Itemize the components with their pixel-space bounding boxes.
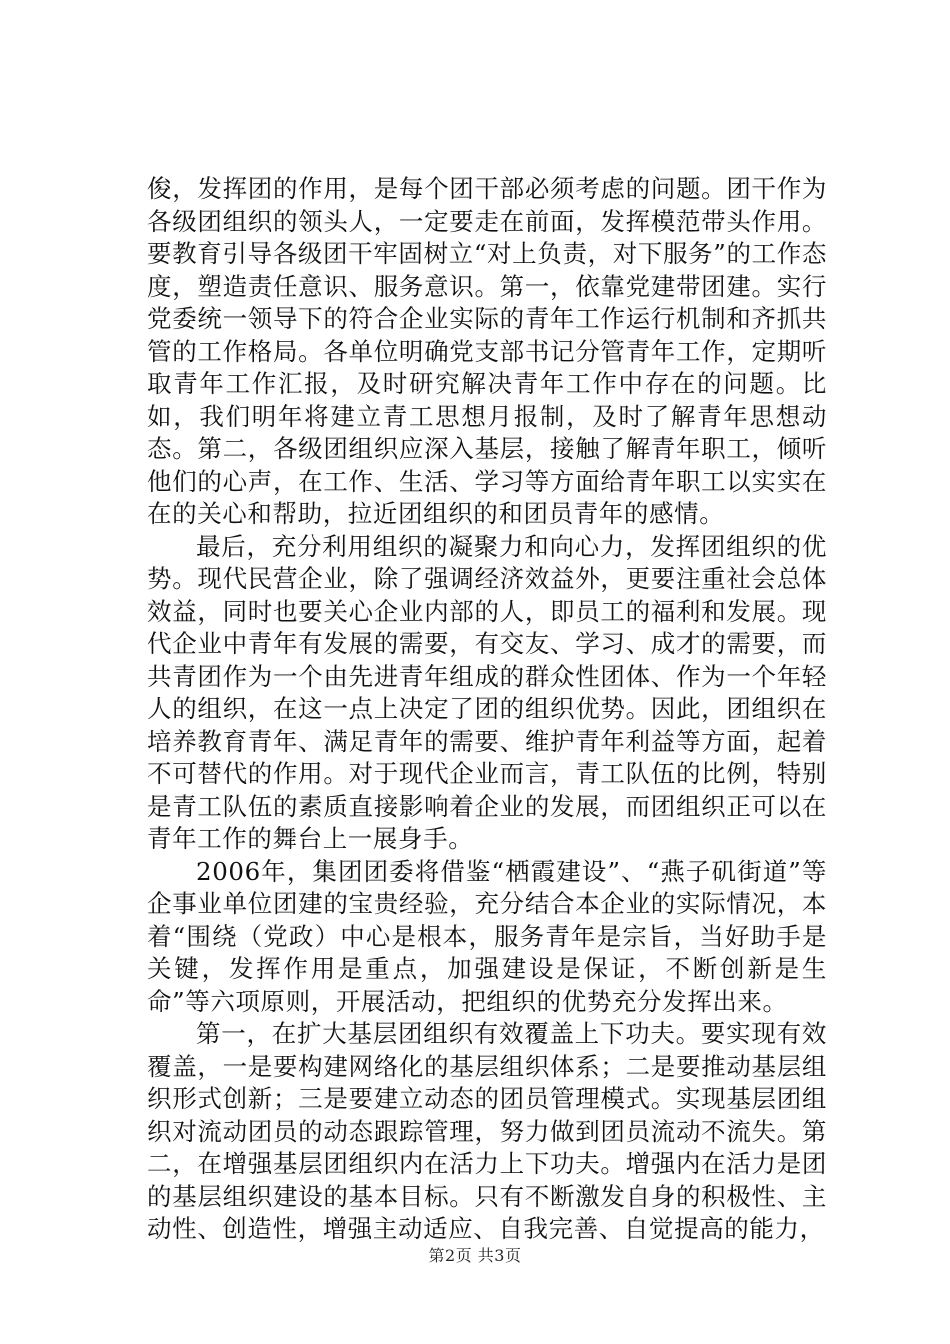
paragraph-3: 2006年，集团团委将借鉴“栖霞建设”、“燕子矶街道”等企事业单位团建的宝贵经验，充分结合本企业的实际情况，本着“围绕（党政）中心是根本，服务青年是宗旨，当好助手是关键，发挥作用是重点，加强建设是保证，不断创新是生命”等六项原则，开展活动，把组织的优势充分发挥出来。 — [147, 856, 827, 1016]
paragraph-1: 俊，发挥团的作用，是每个团干部必须考虑的问题。团干作为各级团组织的领头人，一定要走在前面，发挥模范带头作用。要教育引导各级团干牢固树立“对上负责，对下服务”的工作态度，塑造责任意识、服务意识。第一，依靠党建带团建。实行党委统一领导下的符合企业实际的青年工作运行机制和齐抓共管的工作格局。各单位明确党支部书记分管青年工作，定期听取青年工作汇报，及时研究解决青年工作中存在的问题。比如，我们明年将建立青工思想月报制，及时了解青年思想动态。第二，各级团组织应深入基层，接触了解青年职工，倾听他们的心声，在工作、生活、学习等方面给青年职工以实实在在的关心和帮助，拉近团组织的和团员青年的感情。 — [147, 174, 827, 528]
paragraph-4: 第一，在扩大基层团组织有效覆盖上下功夫。要实现有效覆盖，一是要构建网络化的基层组织体系；二是要推动基层组织形式创新；三是要建立动态的团员管理模式。实现基层团组织对流动团员的动态跟踪管理，努力做到团员流动不流失。第二，在增强基层团组织内在活力上下功夫。增强内在活力是团的基层组织建设的基本目标。只有不断激发自身的积极性、主动性、创造性，增强主动适应、自我完善、自觉提高的能力， — [147, 1019, 827, 1243]
paragraph-2: 最后，充分利用组织的凝聚力和向心力，发挥团组织的优势。现代民营企业，除了强调经济效益外，更要注重社会总体效益，同时也要关心企业内部的人，即员工的福利和发展。现代企业中青年有发展的需要，有交友、学习、成才的需要，而共青团作为一个由先进青年组成的群众性团体、作为一个年轻人的组织，在这一点上决定了团的组织优势。因此，团组织在培养教育青年、满足青年的需要、维护青年利益等方面，起着不可替代的作用。对于现代企业而言，青工队伍的比例，特别是青工队伍的素质直接影响着企业的发展，而团组织正可以在青年工作的舞台上一展身手。 — [147, 531, 827, 853]
page-footer: 第2页 共3页 — [428, 1246, 522, 1265]
body-text — [147, 173, 827, 1246]
